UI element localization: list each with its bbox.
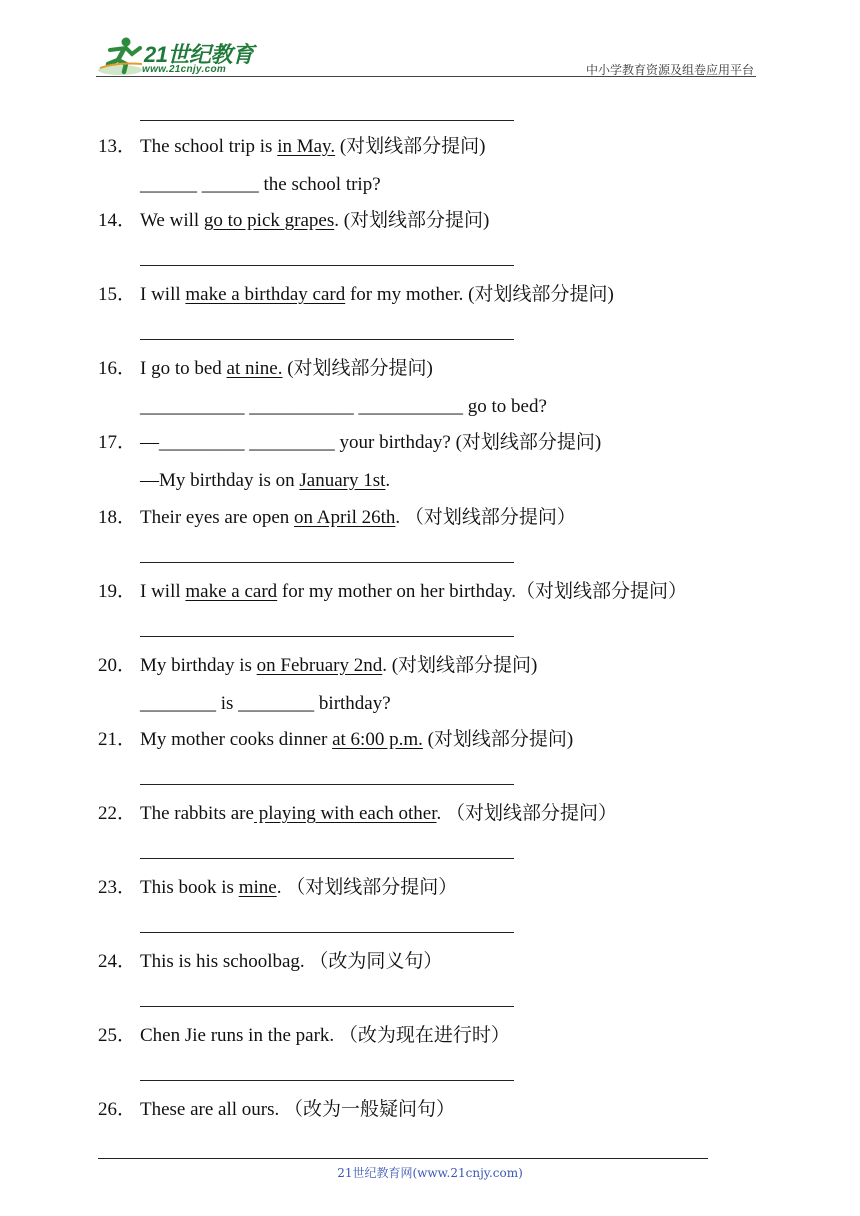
question-number: 25． [98,1025,137,1046]
answer-text: ______ ______ the school trip? [140,174,381,195]
underlined-text: go to pick grapes [203,210,335,231]
underlined-text: make a birthday card [185,284,346,305]
text-segment: The school trip is [140,136,278,157]
text-segment: I will [140,284,186,305]
text-segment: . (对划线部分提问) [382,655,538,676]
page-header [96,34,756,78]
text-segment: (对划线部分提问) [335,136,486,157]
text-segment: My birthday is [140,655,257,676]
question-number: 14． [98,210,137,231]
question-number: 24． [98,951,137,972]
text-segment: We will [140,210,204,231]
text-segment: (对划线部分提问) [282,358,433,379]
text-segment: The rabbits are [140,803,254,824]
text-segment: I go to bed [140,358,227,379]
underlined-text: in May. [277,136,336,157]
underlined-text: on April 26th [294,507,396,528]
text-segment: These are all ours. （改为一般疑问句） [140,1099,456,1120]
answer-line[interactable] [140,1006,514,1007]
logo [96,34,266,78]
question-number: 13． [98,136,137,157]
answer-line[interactable] [140,120,514,121]
answer-line[interactable] [140,562,514,563]
text-segment: Chen Jie runs in the park. （改为现在进行时） [140,1025,510,1046]
answer-line[interactable] [140,636,514,637]
text-segment: for my mother. (对划线部分提问) [345,284,614,305]
underlined-text: at nine. [226,358,283,379]
text-segment: —_________ _________ your birthday? (对划线部分提问) [140,432,602,453]
question-number: 23． [98,877,137,898]
footer-text: 21世纪教育网(www.21cnjy.com) [337,1166,523,1180]
question-text [140,1099,455,1121]
question-text [140,581,687,603]
question-number: 26． [98,1099,137,1120]
text-segment: . （对划线部分提问） [276,877,458,898]
underlined-text: at 6:00 p.m. [332,729,423,750]
question-text [140,803,617,825]
footer-divider [98,1158,708,1159]
question-text [140,1025,510,1047]
text-segment: —My birthday is on [140,470,300,491]
answer-line[interactable] [140,265,514,266]
logo-text: 21世纪教育 [144,42,254,67]
question-number: 16． [98,358,137,379]
text-segment: . （对划线部分提问） [395,507,576,528]
answer-text [140,470,390,492]
question-text [140,507,576,529]
question-text [140,284,614,306]
text-segment: . (对划线部分提问) [334,210,490,231]
runner-logo-icon [96,34,146,78]
question-number: 20． [98,655,137,676]
underlined-text: January 1st [299,470,386,491]
header-divider [96,76,756,77]
question-number: 18． [98,507,137,528]
question-number: 19． [98,581,137,602]
question-text [140,136,485,158]
text-segment: (对划线部分提问) [422,729,574,750]
question-text [140,432,601,454]
text-segment: My mother cooks dinner [140,729,333,750]
answer-line[interactable] [140,1080,514,1081]
text-segment: I will [140,581,186,602]
underlined-text: on February 2nd [256,655,383,676]
underlined-text: playing with each other [253,803,437,824]
answer-line[interactable] [140,932,514,933]
question-number: 22． [98,803,137,824]
text-segment: . [385,470,391,491]
question-text [140,358,433,380]
text-segment: Their eyes are open [140,507,295,528]
text-segment: This book is [140,877,239,898]
question-text [140,729,573,751]
question-text [140,210,489,232]
question-number: 17． [98,432,137,453]
text-segment: . （对划线部分提问） [436,803,618,824]
text-segment: for my mother on her birthday.（对划线部分提问） [277,581,688,602]
answer-text: ________ is ________ birthday? [140,693,391,714]
underlined-text: mine [238,877,277,898]
logo-url: www.21cnjy.com [142,64,227,75]
question-number: 15． [98,284,137,305]
answer-line[interactable] [140,339,514,340]
text-segment: This is his schoolbag. （改为同义句） [140,951,443,972]
platform-name: 中小学教育资源及组卷应用平台 [585,63,754,77]
question-text [140,951,442,973]
answer-line[interactable] [140,858,514,859]
answer-text: ___________ ___________ ___________ go to bed? [140,396,547,417]
question-number: 21． [98,729,137,750]
question-text [140,877,457,899]
underlined-text: make a card [185,581,278,602]
question-text [140,655,537,677]
answer-line[interactable] [140,784,514,785]
